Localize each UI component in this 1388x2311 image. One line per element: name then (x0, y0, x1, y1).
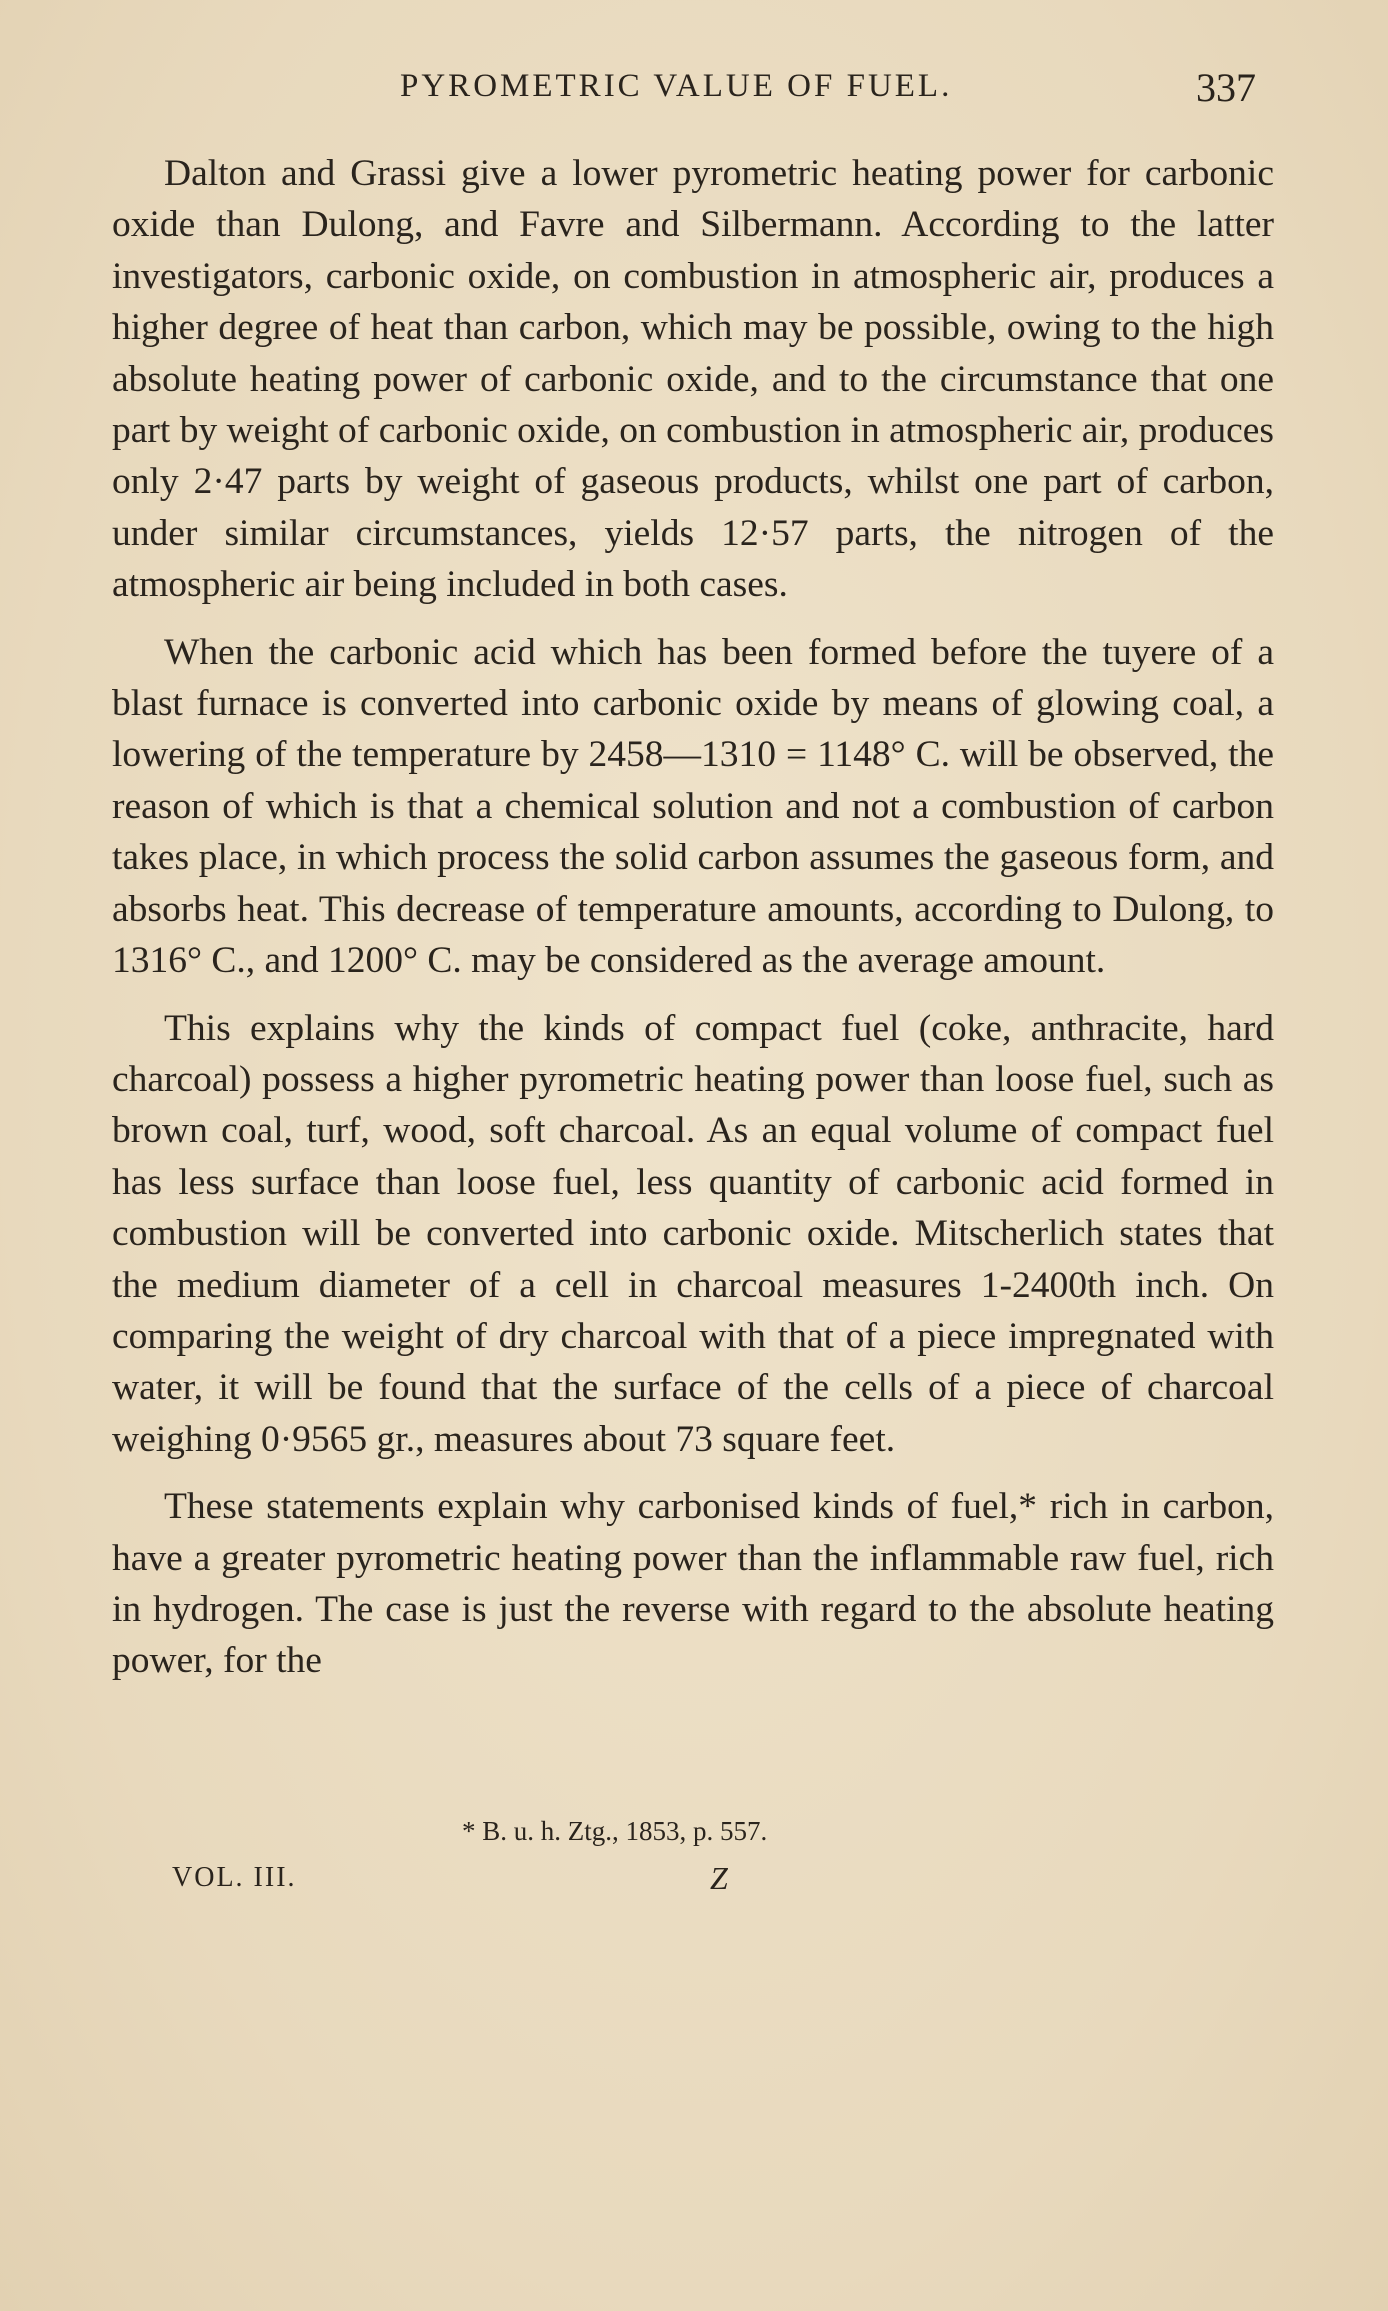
paragraph: This explains why the kinds of compact fuel (coke, anthracite, hard charcoal) possess a higher pyrometric heating power than loose fuel, such as brown coal, turf, wood, soft charcoal. As an equal volume of compact fuel has less surface than loose fuel, less quantity of carbonic acid formed in combustion will be converted into carbonic oxide. Mitscherlich states that the medium diameter of a cell in charcoal measures 1-2400th inch. On comparing the weight of dry charcoal with that of a piece impregnated with water, it will be found that the surface of the cells of a piece of charcoal weighing 0·9565 gr., measures about 73 square feet. (112, 1007, 1274, 1460)
page-number: 337 (1196, 65, 1256, 110)
paragraph: When the carbonic acid which has been formed before the tuyere of a blast furnace is converted into carbonic oxide by means of glowing coal, a lowering of the temperature by 2458—1310 = 1148° C. will be observed, the reason of which is that a chemical solution and not a combustion of carbon takes place, in which process the solid carbon assumes the gaseous form, and absorbs heat. This decrease of temperature amounts, according to Dulong, to 1316° C., and 1200° C. may be considered as the average amount. (112, 631, 1274, 982)
running-title: PYROMETRIC VALUE OF FUEL. (400, 68, 953, 104)
volume-signature: VOL. III. (172, 1862, 297, 1893)
signature-mark: Z (710, 1860, 728, 1896)
paragraph: These statements explain why carbonised kinds of fuel,* rich in carbon, have a greater pyrometric heating power than the inflammable raw fuel, rich in hydrogen. The case is just the reverse with regard to the absolute heating power, for the (112, 1486, 1274, 1682)
body-text (112, 148, 1274, 1703)
paragraph: Dalton and Grassi give a lower pyrometric heating power for carbonic oxide than Dulong, and Favre and Silbermann. According to the latter investigators, carbonic oxide, on combustion in atmospheric air, produces a higher degree of heat than carbon, which may be possible, owing to the high absolute heating power of carbonic oxide, and to the circumstance that one part by weight of carbonic oxide, on combustion in atmospheric air, produces only 2·47 parts by weight of gaseous products, whilst one part of carbon, under similar circumstances, yields 12·57 parts, the nitrogen of the atmospheric air being included in both cases. (112, 153, 1274, 606)
footnote: * B. u. h. Ztg., 1853, p. 557. (462, 1816, 768, 1846)
